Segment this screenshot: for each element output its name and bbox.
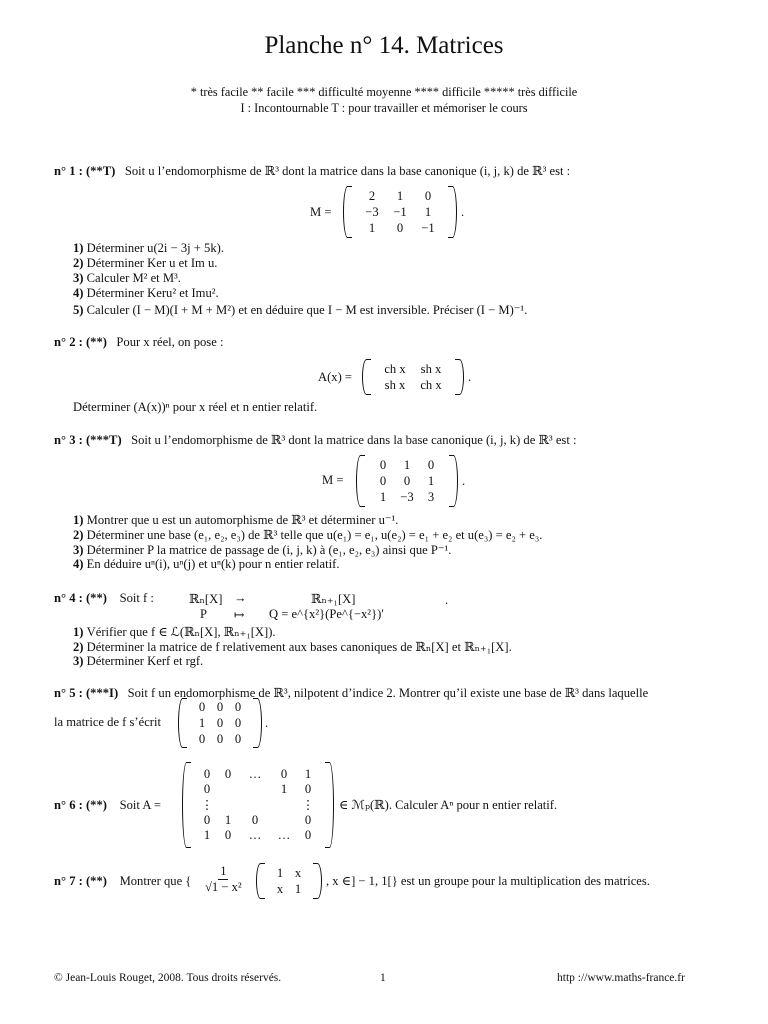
matrix-end-dot: . (468, 369, 472, 384)
matrix-m-label: M = (310, 205, 332, 219)
matrix-entry: 1 (368, 220, 376, 235)
exercise-7-intro (54, 874, 191, 889)
left-bracket (182, 762, 191, 848)
matrix-entry (239, 782, 271, 797)
matrix-entry: −3 (400, 489, 414, 504)
page-title: Planche n° 14. Matrices (264, 32, 504, 59)
exercise-1-statement: Soit u l’endomorphisme de ℝ³ dont la matrice dans la base canonique (i, j, k) de ℝ³ est : (124, 164, 571, 178)
left-bracket (356, 455, 365, 507)
fraction-numerator: 1 (220, 864, 227, 878)
ex1-question-4 (73, 286, 219, 301)
exercise-2-intro (54, 335, 223, 350)
matrix-entry: −1 (421, 220, 435, 235)
left-bracket (343, 186, 352, 238)
matrix-entry (217, 797, 239, 813)
matrix-entries (365, 458, 449, 505)
exercise-7-rest: , x ∈] − 1, 1[} est un groupe pour la multiplication des matrices. (326, 874, 650, 888)
matrix-entry: 0 (224, 828, 232, 842)
matrix-entry: x (276, 881, 284, 896)
exercise-4-intro (54, 591, 154, 606)
ex1-question-1 (73, 241, 224, 256)
matrix-entry: sh x (420, 361, 442, 376)
matrix-entry: 0 (379, 457, 387, 472)
matrix-entry: −3 (365, 204, 379, 219)
question-number: 2) (73, 640, 84, 654)
matrix-entry: 1 (198, 715, 206, 730)
matrix-entry: 0 (304, 782, 312, 796)
question-text: Vérifier que f ∈ ℒ(ℝₙ[X], ℝₙ₊₁[X]). (86, 625, 276, 639)
matrix-entry: … (277, 828, 291, 842)
matrix-a-label: A(x) = (318, 370, 353, 384)
exercise-7-statement: Montrer que { (119, 874, 192, 888)
matrix-entry: 0 (216, 731, 224, 746)
question-number: 1) (73, 513, 84, 527)
exercise-6-statement: Soit A = (119, 798, 161, 812)
matrix-entry: ch x (420, 377, 442, 392)
matrix-entries (352, 189, 448, 236)
matrix-entries (371, 362, 455, 393)
question-number: 3) (73, 654, 84, 668)
exercise-6-intro (54, 798, 161, 813)
question-text: Calculer M² et M³. (86, 271, 181, 285)
right-bracket (313, 863, 322, 899)
ex2-question: Déterminer (A(x))ⁿ pour x réel et n entier relatif. (73, 400, 318, 414)
matrix-entry: 0 (234, 699, 242, 714)
question-number: 4) (73, 557, 84, 571)
matrix-entry: 0 (198, 731, 206, 746)
ex4-question-1 (73, 624, 276, 640)
matrix-ex7 (256, 863, 650, 899)
map-variable: P (200, 607, 208, 621)
matrix-a-ex6 (182, 762, 557, 848)
matrix-entry: 3 (427, 489, 435, 504)
matrix-end-dot: . (265, 715, 269, 730)
matrix-entry: 0 (203, 767, 211, 781)
matrix-entry: 1 (427, 473, 435, 488)
question-number: 2) (73, 256, 84, 270)
ex3-question-1 (73, 512, 398, 528)
exercise-5-number: n° 5 : (***I) (54, 686, 119, 700)
exercise-2-number: n° 2 : (**) (54, 335, 107, 349)
question-text: Déterminer une base (e₁, e₂, e₃) de ℝ³ telle que u(e₁) = e₁, u(e₂) = e₁ + e₂ et u(e₃) = e₂ + e₃. (86, 528, 543, 542)
question-text: Déterminer Keru² et Imu². (86, 286, 219, 300)
matrix-entry: 1 (396, 188, 404, 203)
matrix-entry: ⋮ (200, 798, 214, 812)
question-number: 3) (73, 543, 84, 557)
matrix-m-ex1 (343, 186, 464, 238)
matrix-entry: x (294, 865, 302, 880)
matrix-entry (271, 813, 297, 828)
left-bracket (178, 698, 187, 748)
matrix-entry: 2 (368, 188, 376, 203)
question-text: Déterminer P la matrice de passage de (i, j, k) à (e₁, e₂, e₃) ainsi que P⁻¹. (86, 543, 452, 557)
ex1-question-5 (73, 302, 527, 318)
map-formula: Q = e^{x²}(Pe^{−x²})′ (269, 607, 385, 621)
matrix-m-label: M = (322, 473, 344, 487)
ex4-question-2 (73, 639, 512, 655)
matrix-entry: 0 (216, 715, 224, 730)
matrix-entry: 0 (224, 767, 232, 781)
exercise-7-number: n° 7 : (**) (54, 874, 107, 888)
matrix-entry: 1 (424, 204, 432, 219)
question-text: En déduire uⁿ(i), uⁿ(j) et uⁿ(k) pour n entier relatif. (86, 557, 340, 571)
matrix-entry: ch x (384, 361, 406, 376)
question-number: 3) (73, 271, 84, 285)
matrix-entry: 0 (379, 473, 387, 488)
ex3-question-4 (73, 557, 340, 572)
question-text: Déterminer Kerf et rgf. (86, 654, 204, 668)
exercise-5-statement: Soit f un endomorphisme de ℝ³, nilpotent d’indice 2. Montrer qu’il existe une base de ℝ³ dans laquelle (127, 686, 649, 700)
matrix-entry: 0 (234, 715, 242, 730)
matrix-entry: 1 (379, 489, 387, 504)
matrix-a-ex2 (362, 359, 471, 395)
map-codomain: ℝₙ₊₁[X] (311, 592, 356, 606)
matrix-entry: 0 (424, 188, 432, 203)
question-text: Déterminer Ker u et Im u. (86, 256, 218, 270)
matrix-entry: 0 (203, 782, 211, 796)
matrix-entry: 1 (280, 782, 288, 796)
matrix-entries (187, 700, 253, 747)
footer-website-link[interactable]: http ://www.maths-france.fr (557, 972, 685, 984)
right-bracket (449, 455, 458, 507)
fraction-denominator: √1 − x² (205, 880, 242, 894)
matrix-entry: sh x (384, 377, 406, 392)
ex3-question-2 (73, 527, 542, 543)
matrix-entries (191, 767, 325, 843)
question-text: Calculer (I − M)(I + M + M²) et en déduire que I − M est inversible. Préciser (I − M)⁻¹. (86, 303, 528, 317)
matrix-entry: ⋮ (301, 798, 315, 812)
ex1-question-2 (73, 256, 217, 271)
matrix-entry: 0 (304, 828, 312, 842)
map-arrow: → (234, 591, 247, 605)
matrix-entry (217, 782, 239, 797)
matrix-entry: 1 (224, 813, 232, 827)
matrix-entry: 0 (280, 767, 288, 781)
ex1-question-3 (73, 271, 181, 286)
page-number: 1 (380, 972, 386, 984)
matrix-entry: 0 (403, 473, 411, 488)
matrix-entry: 0 (234, 731, 242, 746)
map-domain: ℝₙ[X] (189, 592, 223, 606)
matrix-m-ex3 (356, 455, 465, 507)
map-end-dot: . (445, 593, 449, 607)
ex3-question-3 (73, 542, 451, 558)
exercise-1-number: n° 1 : (**T) (54, 164, 116, 178)
matrix-entry: 1 (294, 881, 302, 896)
matrix-entry: … (248, 767, 262, 781)
right-bracket (253, 698, 262, 748)
exercise-3-statement: Soit u l’endomorphisme de ℝ³ dont la matrice dans la base canonique (i, j, k) de ℝ³ est : (131, 433, 577, 447)
matrix-entry: 0 (304, 813, 312, 827)
exercise-6-rest: ∈ ℳₚ(ℝ). Calculer Aⁿ pour n entier relatif. (339, 798, 558, 812)
right-bracket (455, 359, 464, 395)
matrix-entry: 1 (403, 457, 411, 472)
matrix-entry: 1 (304, 767, 312, 781)
matrix-entry: 0 (216, 699, 224, 714)
matrix-entry: … (248, 828, 262, 842)
matrix-entry: 1 (276, 865, 284, 880)
exercise-4-number: n° 4 : (**) (54, 591, 107, 605)
footer-copyright: © Jean-Louis Rouget, 2008. Tous droits réservés. (54, 972, 282, 984)
matrix-end-dot: . (462, 473, 466, 488)
question-number: 1) (73, 625, 84, 639)
matrix-entry: 0 (396, 220, 404, 235)
matrix-end-dot: . (461, 204, 465, 219)
exercise-6-number: n° 6 : (**) (54, 798, 107, 812)
exercise-3-intro (54, 432, 576, 448)
matrix-entry: 0 (198, 699, 206, 714)
question-number: 5) (73, 303, 84, 317)
exercise-1-intro (54, 163, 570, 179)
mapsto-arrow: ↦ (234, 608, 245, 622)
exercise-3-number: n° 3 : (***T) (54, 433, 122, 447)
question-number: 2) (73, 528, 84, 542)
matrix-entry: 1 (203, 828, 211, 842)
matrix-entry (239, 797, 271, 813)
matrix-entry: 0 (203, 813, 211, 827)
question-number: 1) (73, 241, 84, 255)
right-bracket (448, 186, 457, 238)
legend-key: I : Incontournable T : pour travailler et mémoriser le cours (240, 101, 528, 115)
exercise-5-continued: la matrice de f s’écrit (54, 715, 161, 729)
left-bracket (362, 359, 371, 395)
matrix-entry: 0 (427, 457, 435, 472)
question-text: Déterminer u(2i − 3j + 5k). (86, 241, 224, 255)
ex4-question-3 (73, 654, 203, 669)
question-number: 4) (73, 286, 84, 300)
matrix-entry: −1 (393, 204, 407, 219)
right-bracket (325, 762, 334, 848)
matrix-entries (265, 866, 313, 897)
matrix-entry: 0 (251, 813, 259, 827)
matrix-ex5 (178, 698, 268, 748)
question-text: Montrer que u est un automorphisme de ℝ³ et déterminer u⁻¹. (86, 513, 399, 527)
question-text: Déterminer la matrice de f relativement aux bases canoniques de ℝₙ[X] et ℝₙ₊₁[X]. (86, 640, 512, 654)
left-bracket (256, 863, 265, 899)
exercise-4-statement: Soit f : (119, 591, 154, 605)
matrix-entry (271, 797, 297, 813)
exercise-2-statement: Pour x réel, on pose : (116, 335, 224, 349)
fraction (205, 864, 242, 895)
difficulty-legend: * très facile ** facile *** difficulté moyenne **** difficile ***** très difficile (190, 85, 578, 99)
exercise-5-intro (54, 685, 648, 701)
